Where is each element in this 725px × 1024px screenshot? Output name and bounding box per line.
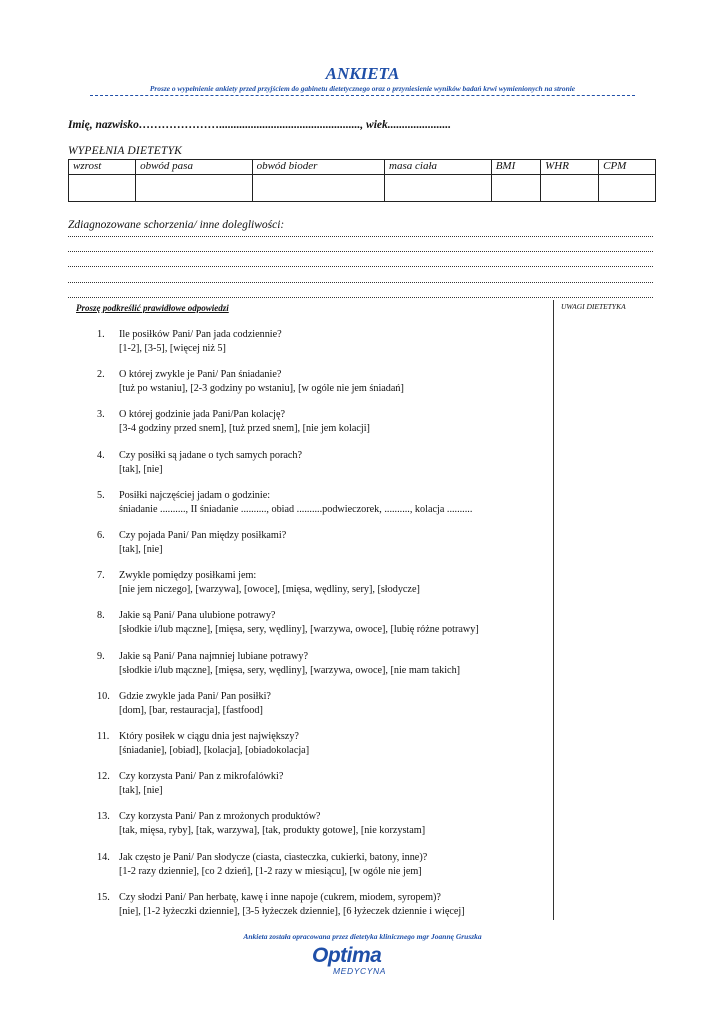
diagnosis-line-1[interactable]	[68, 235, 653, 237]
question-text: Posiłki najczęściej jadam o godzinie:	[119, 490, 271, 501]
answer-options[interactable]: [tak], [nie]	[119, 544, 163, 555]
question-item	[97, 650, 460, 678]
question-text: Jakie są Pani/ Pana najmniej lubiane potrawy?	[119, 651, 308, 662]
question-item	[97, 489, 472, 517]
question-number: 15.	[97, 892, 110, 903]
answer-options[interactable]: [tak], [nie]	[119, 464, 163, 475]
measurement-entry-cell[interactable]	[599, 175, 656, 202]
answer-options[interactable]: [3-4 godziny przed snem], [tuż przed snem], [nie jem kolacji]	[119, 423, 370, 434]
answer-options[interactable]: [1-2 razy dziennie], [co 2 dzień], [1-2 razy w miesiącu], [w ogóle nie jem]	[119, 866, 422, 877]
logo-subtitle: MEDYCYNA	[333, 966, 386, 976]
question-item	[97, 449, 302, 477]
question-item	[97, 891, 465, 919]
question-number: 8.	[97, 610, 105, 621]
question-number: 5.	[97, 490, 105, 501]
question-number: 11.	[97, 731, 110, 742]
measurements-table	[68, 159, 656, 202]
measurement-column-header: CPM	[599, 160, 656, 175]
question-text: Jak często je Pani/ Pan słodycze (ciasta, ciasteczka, cukierki, batony, inne)?	[119, 852, 428, 863]
question-text: Ile posiłków Pani/ Pan jada codziennie?	[119, 329, 282, 340]
measurements-entry-row	[69, 175, 656, 202]
diagnosis-line-4[interactable]	[68, 281, 653, 283]
diagnosis-line-5[interactable]	[68, 296, 653, 298]
question-number: 3.	[97, 409, 105, 420]
measurement-column-header: masa ciała	[385, 160, 492, 175]
measurements-header-row	[69, 160, 656, 175]
question-item	[97, 810, 425, 838]
question-text: Zwykle pomiędzy posiłkami jem:	[119, 570, 257, 581]
footer-credit: Ankieta została opracowana przez dietetyka klinicznego mgr Joannę Gruszka	[243, 932, 482, 941]
header-divider	[90, 91, 635, 96]
answer-options[interactable]: [1-2], [3-5], [więcej niż 5]	[119, 343, 226, 354]
answer-options[interactable]: [tuż po wstaniu], [2-3 godziny po wstaniu], [w ogóle nie jem śniadań]	[119, 383, 404, 394]
answer-options[interactable]: [słodkie i/lub mączne], [mięsa, sery, wędliny], [warzywa, owoce], [lubię różne potrawy]	[119, 624, 479, 635]
measurement-entry-cell[interactable]	[491, 175, 540, 202]
answer-options[interactable]: [słodkie i/lub mączne], [mięsa, sery, wędliny], [warzywa, owoce], [nie mam takich]	[119, 665, 461, 676]
diagnosis-label: Zdiagnozowane schorzenia/ inne dolegliwości:	[68, 219, 285, 231]
question-item	[97, 529, 286, 557]
question-text: O której zwykle je Pani/ Pan śniadanie?	[119, 369, 282, 380]
question-number: 7.	[97, 570, 105, 581]
measurement-entry-cell[interactable]	[385, 175, 492, 202]
question-number: 1.	[97, 329, 105, 340]
answer-options[interactable]: [tak], [nie]	[119, 785, 163, 796]
diagnosis-line-2[interactable]	[68, 250, 653, 252]
question-item	[97, 569, 420, 597]
dietitian-fill-label: WYPEŁNIA DIETETYK	[68, 145, 183, 157]
question-number: 12.	[97, 771, 110, 782]
question-item	[97, 368, 404, 396]
notes-column-divider	[553, 300, 554, 920]
name-age-line: Imię, nazwisko…………………................................................., wiek......................	[68, 119, 452, 131]
diagnosis-line-3[interactable]	[68, 265, 653, 267]
measurement-column-header: WHR	[541, 160, 599, 175]
question-item	[97, 609, 479, 637]
question-item	[97, 690, 271, 718]
question-item	[97, 408, 370, 436]
question-number: 6.	[97, 530, 105, 541]
question-text: O której godzinie jada Pani/Pan kolację?	[119, 409, 286, 420]
question-item	[97, 730, 309, 758]
question-number: 9.	[97, 651, 105, 662]
questionnaire-instruction: Proszę podkreślić prawidłowe odpowiedzi	[76, 303, 229, 313]
question-text: Czy korzysta Pani/ Pan z mrożonych produktów?	[119, 811, 321, 822]
question-item	[97, 770, 283, 798]
measurement-entry-cell[interactable]	[541, 175, 599, 202]
question-text: Czy korzysta Pani/ Pan z mikrofalówki?	[119, 771, 284, 782]
measurement-entry-cell[interactable]	[252, 175, 384, 202]
answer-options[interactable]: [śniadanie], [obiad], [kolacja], [obiadokolacja]	[119, 745, 310, 756]
answer-options[interactable]: [dom], [bar, restauracja], [fastfood]	[119, 705, 263, 716]
measurement-entry-cell[interactable]	[136, 175, 253, 202]
question-text: Czy pojada Pani/ Pan między posiłkami?	[119, 530, 287, 541]
question-number: 2.	[97, 369, 105, 380]
page-subtitle: Prosze o wypełnienie ankiety przed przyjściem do gabinetu dietetycznego oraz o przyniesienie wyników badań krwi wymienionych na stronie	[149, 84, 576, 93]
answer-options[interactable]: [tak, mięsa, ryby], [tak, warzywa], [tak, produkty gotowe], [nie korzystam]	[119, 825, 426, 836]
question-number: 13.	[97, 811, 110, 822]
measurement-column-header: wzrost	[69, 160, 136, 175]
answer-options[interactable]: [nie jem niczego], [warzywa], [owoce], [mięsa, wędliny, sery], [słodycze]	[119, 584, 420, 595]
question-text: Gdzie zwykle jada Pani/ Pan posiłki?	[119, 691, 271, 702]
measurement-column-header: BMI	[491, 160, 540, 175]
answer-options[interactable]: [nie], [1-2 łyżeczki dziennie], [3-5 łyżeczek dziennie], [6 łyżeczek dziennie i więcej]	[119, 906, 465, 917]
question-text: Czy posiłki są jadane o tych samych porach?	[119, 450, 303, 461]
answer-options[interactable]: śniadanie .........., II śniadanie .........., obiad ..........podwieczorek, .........., kolacja ..........	[119, 504, 473, 515]
measurement-entry-cell[interactable]	[69, 175, 136, 202]
page-title: ANKIETA	[325, 64, 400, 83]
logo-wordmark: Optima	[312, 944, 382, 967]
question-text: Który posiłek w ciągu dnia jest największy?	[119, 731, 299, 742]
question-text: Jakie są Pani/ Pana ulubione potrawy?	[119, 610, 276, 621]
question-item	[97, 851, 427, 879]
measurement-column-header: obwód pasa	[136, 160, 253, 175]
notes-column-label: UWAGI DIETETYKA	[561, 302, 626, 311]
measurement-column-header: obwód bioder	[252, 160, 384, 175]
question-text: Czy słodzi Pani/ Pan herbatę, kawę i inne napoje (cukrem, miodem, syropem)?	[119, 892, 441, 903]
question-number: 4.	[97, 450, 105, 461]
question-number: 10.	[97, 691, 110, 702]
question-number: 14.	[97, 852, 110, 863]
question-item	[97, 328, 282, 356]
